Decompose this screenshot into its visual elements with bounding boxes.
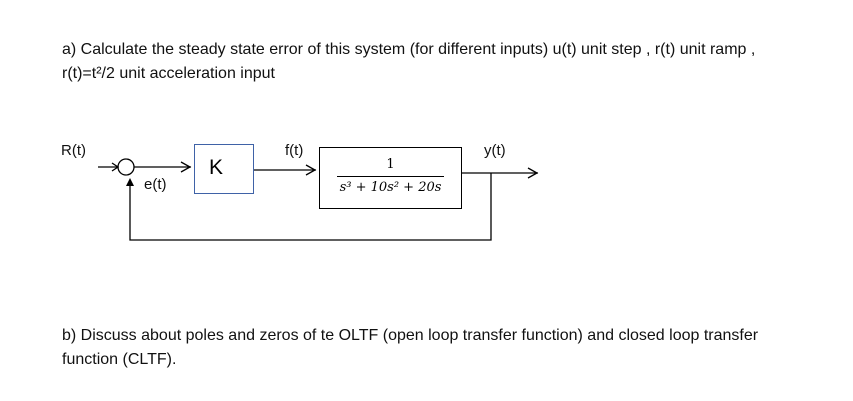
fraction-bar <box>337 176 444 177</box>
input-signal-label: R(t) <box>61 142 86 159</box>
controller-output-arrowhead <box>306 165 315 175</box>
controller-output-label: f(t) <box>285 142 304 159</box>
feedback-arrowhead <box>126 178 134 186</box>
output-arrowhead <box>528 168 537 178</box>
error-arrowhead <box>181 162 190 172</box>
controller-block <box>194 144 254 194</box>
plant-block <box>319 147 462 209</box>
question-b-text: b) Discuss about poles and zeros of te OLTF (open loop transfer function) and closed loop transfer function (CLTF). <box>62 327 759 368</box>
input-arrowhead <box>112 163 118 171</box>
question-a-text: a) Calculate the steady state error of this system (for different inputs) u(t) unit step , r(t) unit ramp , r(t)=t²/2 unit acceleration input <box>62 41 756 82</box>
output-signal-label: y(t) <box>484 142 506 159</box>
summing-junction <box>118 159 134 175</box>
transfer-function-numerator: 1 <box>386 157 395 172</box>
controller-gain-label: K <box>209 156 224 179</box>
transfer-function-denominator: s³ + 10s² + 20s <box>339 180 442 195</box>
error-signal-label: e(t) <box>144 176 167 193</box>
